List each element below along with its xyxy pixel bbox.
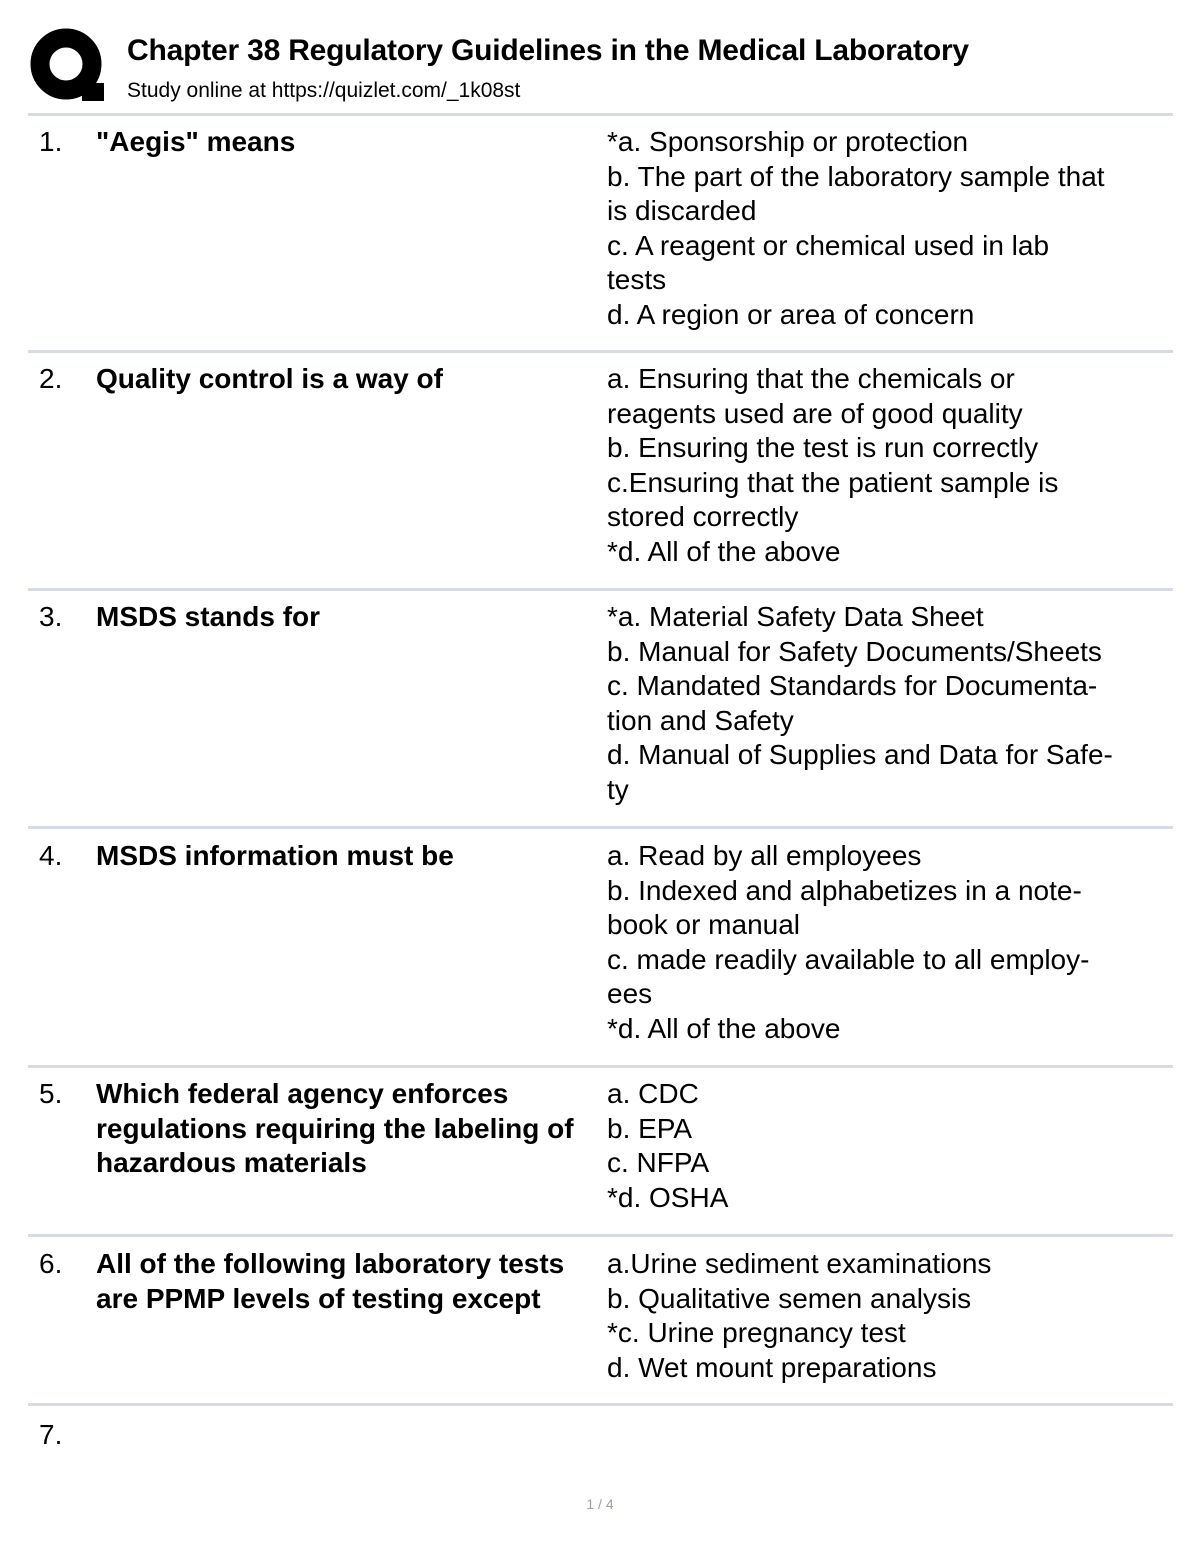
definition-line: b. Ensuring the test is run correctly bbox=[607, 432, 1039, 463]
definition-line: b. EPA bbox=[607, 1112, 693, 1144]
definition-line: d. Manual of Supplies and Data for Safe- bbox=[607, 739, 1113, 770]
definition-line: c. Mandated Standards for Documenta- bbox=[607, 670, 1098, 701]
definition-line: tests bbox=[607, 264, 667, 295]
card-number: 5. bbox=[39, 1078, 63, 1109]
card-definition bbox=[607, 1077, 1172, 1215]
card-definition bbox=[607, 362, 1172, 569]
page-header bbox=[30, 28, 1172, 112]
definition-line: c. NFPA bbox=[607, 1147, 710, 1178]
definition-line: *a. Material Safety Data Sheet bbox=[607, 601, 984, 632]
divider bbox=[28, 588, 1173, 591]
definition-line: b. Indexed and alphabetizes in a note- bbox=[607, 874, 1082, 906]
card-number: 3. bbox=[39, 601, 63, 632]
page-indicator: 1 / 4 bbox=[586, 1496, 614, 1512]
definition-line: tion and Safety bbox=[607, 704, 794, 736]
definition-line: d. Wet mount preparations bbox=[607, 1351, 937, 1383]
card-definition bbox=[607, 839, 1172, 1046]
divider bbox=[28, 1403, 1173, 1406]
card-number: 7. bbox=[39, 1419, 63, 1450]
definition-line: b. Qualitative semen analysis bbox=[607, 1282, 972, 1314]
definition-line: a.Urine sediment examinations bbox=[607, 1248, 992, 1279]
definition-line: *c. Urine pregnancy test bbox=[607, 1317, 906, 1348]
card-number: 1. bbox=[39, 126, 63, 157]
card-term: "Aegis" means bbox=[96, 126, 296, 157]
definition-line: *d. All of the above bbox=[607, 1012, 841, 1044]
definition-line: c. A reagent or chemical used in lab bbox=[607, 229, 1050, 261]
study-online-link[interactable]: Study online at https://quizlet.com/_1k08st bbox=[127, 79, 521, 102]
page-title: Chapter 38 Regulatory Guidelines in the Medical Laboratory bbox=[127, 34, 969, 67]
definition-line: *d. OSHA bbox=[607, 1181, 729, 1213]
card-number: 2. bbox=[39, 363, 63, 394]
divider bbox=[28, 113, 1173, 116]
definition-line: ees bbox=[607, 978, 653, 1009]
card-definition bbox=[607, 600, 1172, 807]
card-term: Quality control is a way of bbox=[96, 363, 443, 394]
card-number: 6. bbox=[39, 1248, 63, 1279]
definition-line: c. made readily available to all employ- bbox=[607, 943, 1090, 975]
definition-line: *a. Sponsorship or protection bbox=[607, 126, 969, 157]
definition-line: is discarded bbox=[607, 195, 757, 226]
definition-line: d. A region or area of concern bbox=[607, 298, 975, 330]
card-definition bbox=[607, 1247, 1172, 1385]
definition-line: b. Manual for Safety Documents/Sheets bbox=[607, 635, 1102, 667]
card-term: MSDS stands for bbox=[96, 601, 321, 632]
definition-line: a. Ensuring that the chemicals or bbox=[607, 363, 1015, 394]
definition-line: stored correctly bbox=[607, 501, 799, 532]
quizlet-logo-icon bbox=[30, 28, 106, 104]
card-term: Which federal agency enforces regulations requiring the labeling of hazardous materials bbox=[96, 1078, 574, 1178]
definition-line: *d. All of the above bbox=[607, 535, 841, 567]
divider bbox=[28, 350, 1173, 353]
card-definition bbox=[607, 125, 1172, 332]
definition-line: c.Ensuring that the patient sample is bbox=[607, 466, 1059, 498]
divider bbox=[28, 1065, 1173, 1068]
divider bbox=[28, 1234, 1173, 1237]
definition-line: b. The part of the laboratory sample that bbox=[607, 160, 1105, 192]
definition-line: book or manual bbox=[607, 909, 801, 940]
definition-line: reagents used are of good quality bbox=[607, 397, 1023, 429]
definition-line: a. Read by all employees bbox=[607, 840, 922, 871]
card-term: MSDS information must be bbox=[96, 840, 454, 871]
card-term: All of the following laboratory tests are PPMP levels of testing except bbox=[96, 1248, 565, 1314]
definition-line: ty bbox=[607, 773, 629, 805]
definition-line: a. CDC bbox=[607, 1078, 699, 1109]
divider bbox=[28, 826, 1173, 829]
card-number: 4. bbox=[39, 840, 63, 871]
